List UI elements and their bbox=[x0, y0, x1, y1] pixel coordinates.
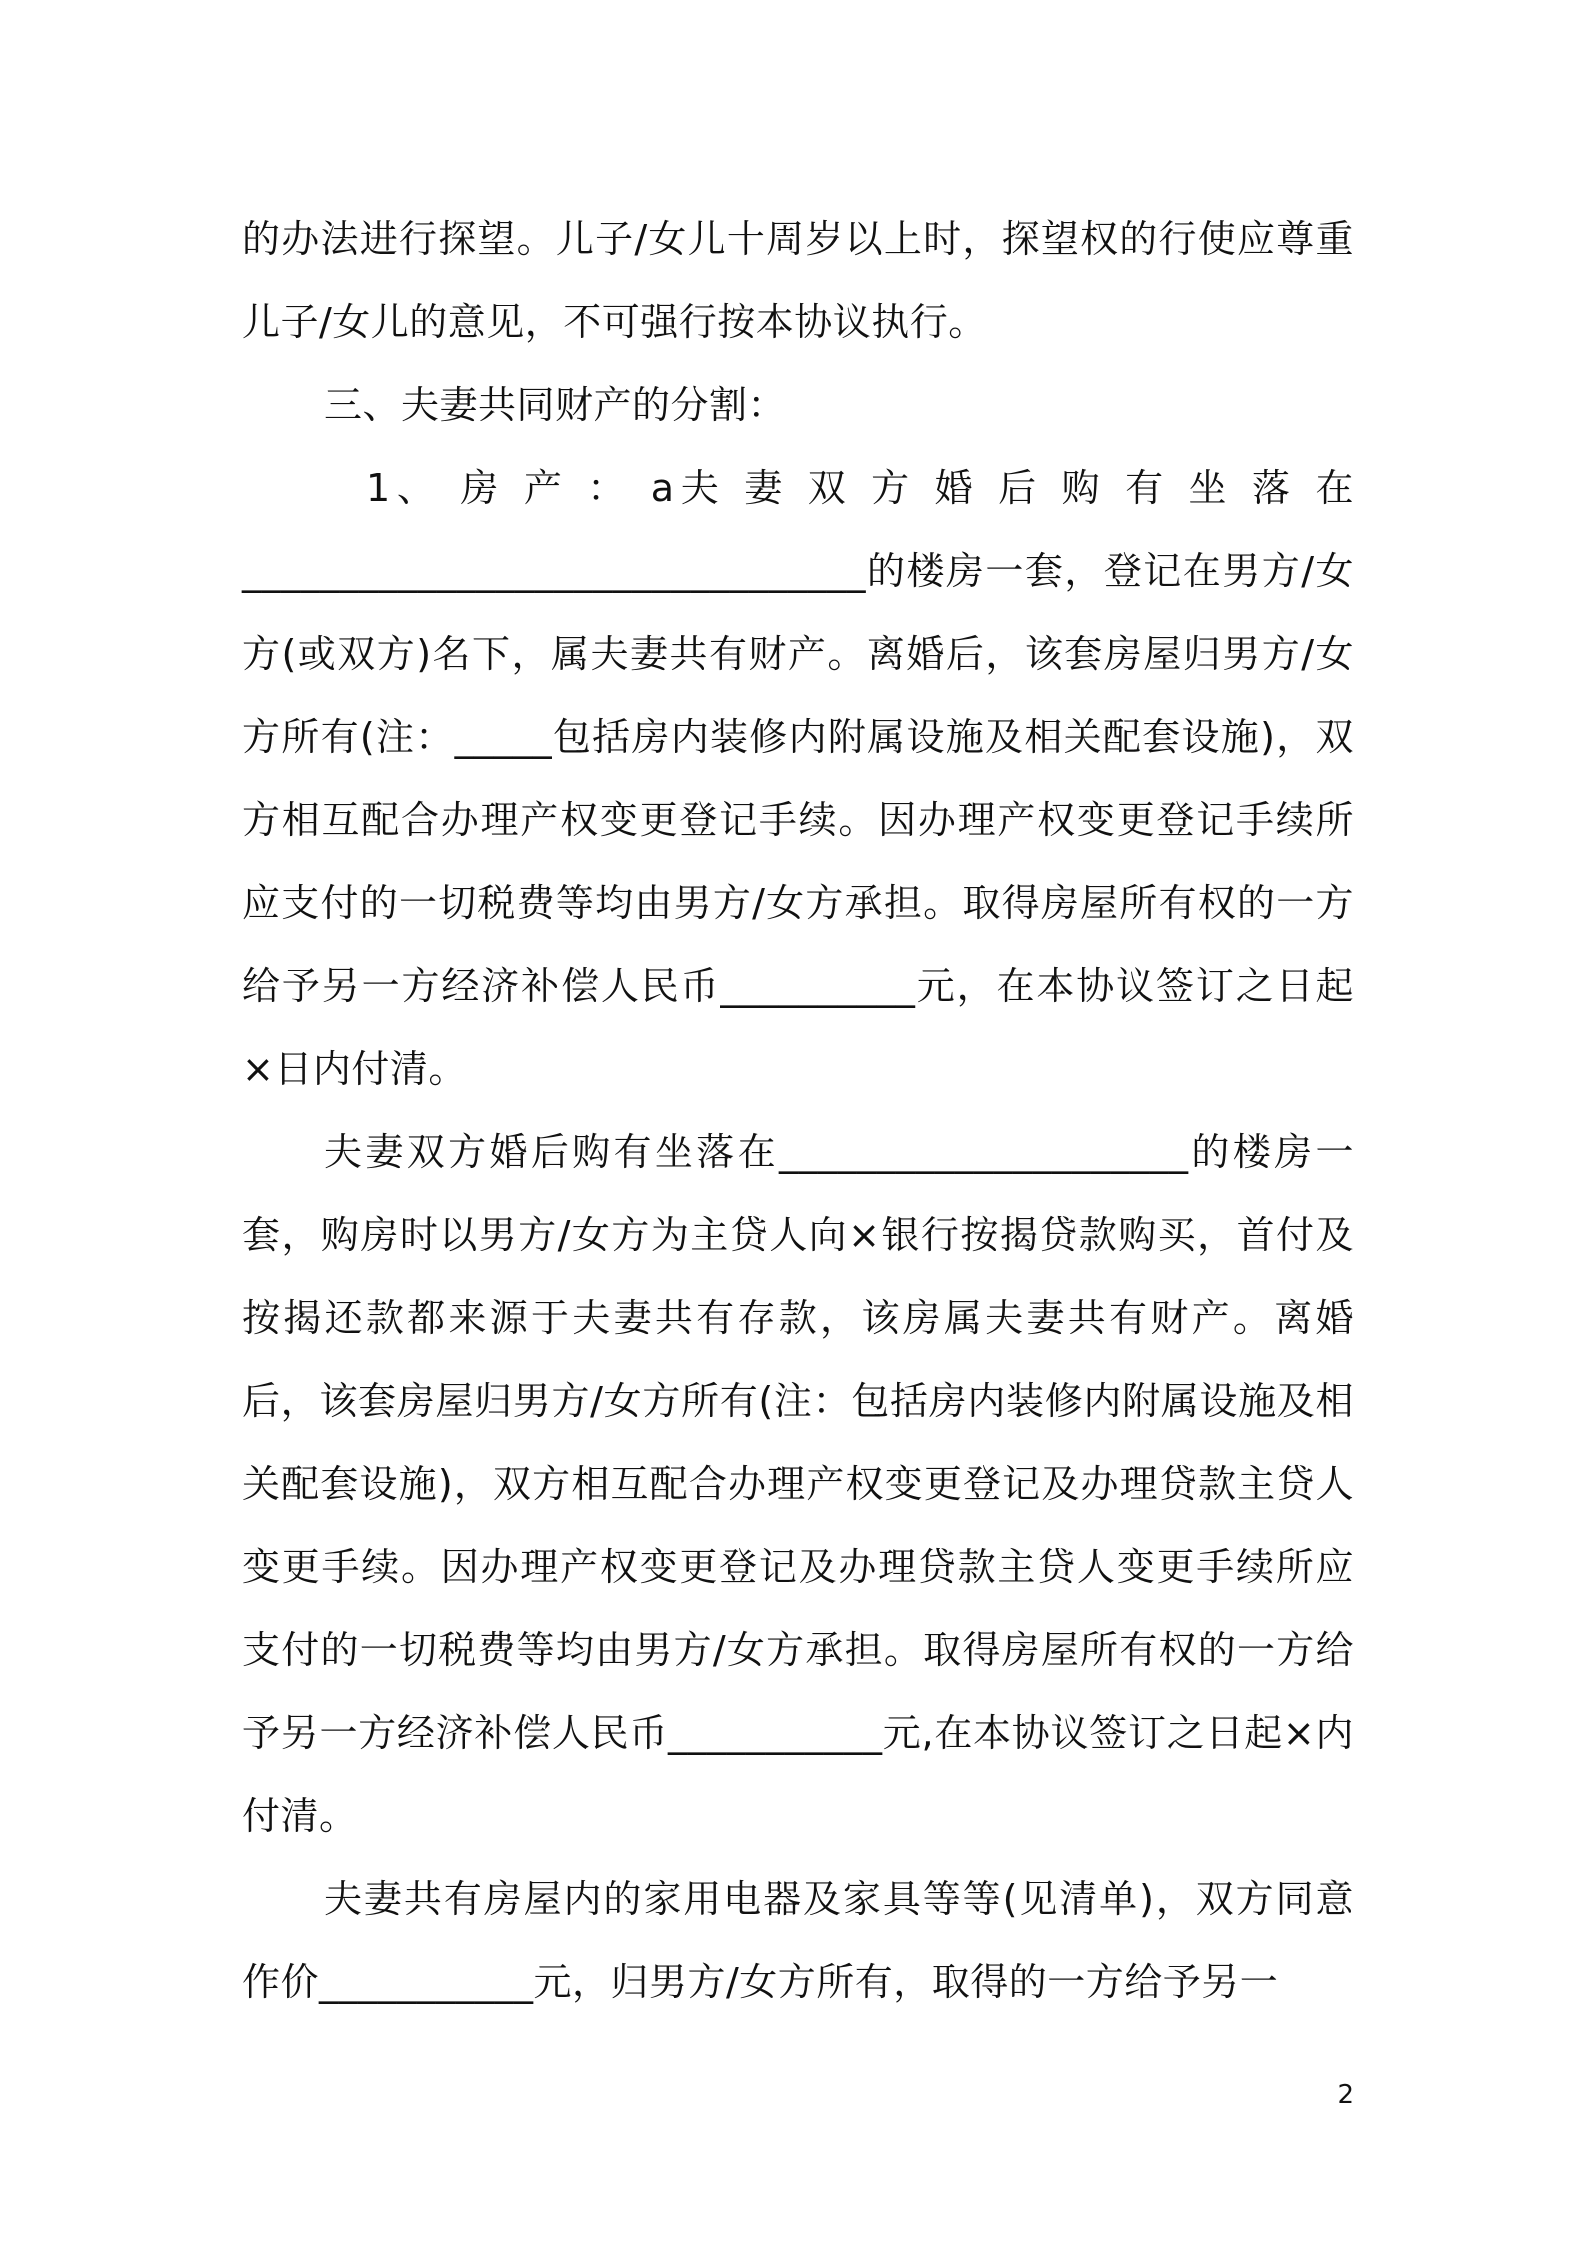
section-heading-property-division: 三、夫妻共同财产的分割： bbox=[324, 383, 787, 427]
paragraph-visitation-continued: 的办法进行探望。儿子/女儿十周岁以上时，探望权的行使应尊重儿子/女儿的意见，不可强行按本协议执行。 bbox=[242, 217, 1354, 344]
paragraph-mortgaged-house: 夫妻双方婚后购有坐落在_____________________的楼房一套，购房时以男方/女方为主贷人向×银行按揭贷款购买，首付及按揭还款都来源于夫妻共有存款，该房属夫妻共有财产。离婚后，该套房屋归男方/女方所有(注：包括房内装修内附属设施及相关配套设施)，双方相互配合办理产权变更登记及办理贷款主贷人变更手续。因办理产权变更登记及办理贷款主贷人变更手续所应支付的一切税费等均由男方/女方承担。取得房屋所有权的一方给予另一方经济补偿人民币___________元,在本协议签订之日起×内付清。 bbox=[242, 1130, 1355, 1838]
document-body bbox=[242, 198, 1354, 2024]
page-number: 2 bbox=[1337, 2080, 1354, 2110]
paragraph-appliances-furniture: 夫妻共有房屋内的家用电器及家具等等(见清单)，双方同意作价___________元，归男方/女方所有，取得的一方给予另一 bbox=[242, 1877, 1354, 2004]
paragraph-house-property-a: 1、 房 产 ： a夫 妻 双 方 婚 后 购 有 坐 落 在________________________________的楼房一套，登记在男方/女方(或双方)名下，属夫妻共有财产。离婚后，该套房屋归男方/女方所有(注：_____包括房内装修内附属设施及相关配套设施)，双方相互配合办理产权变更登记手续。因办理产权变更登记手续所应支付的一切税费等均由男方/女方承担。取得房屋所有权的一方给予另一方经济补偿人民币__________元，在本协议签订之日起×日内付清。 bbox=[242, 466, 1354, 1091]
